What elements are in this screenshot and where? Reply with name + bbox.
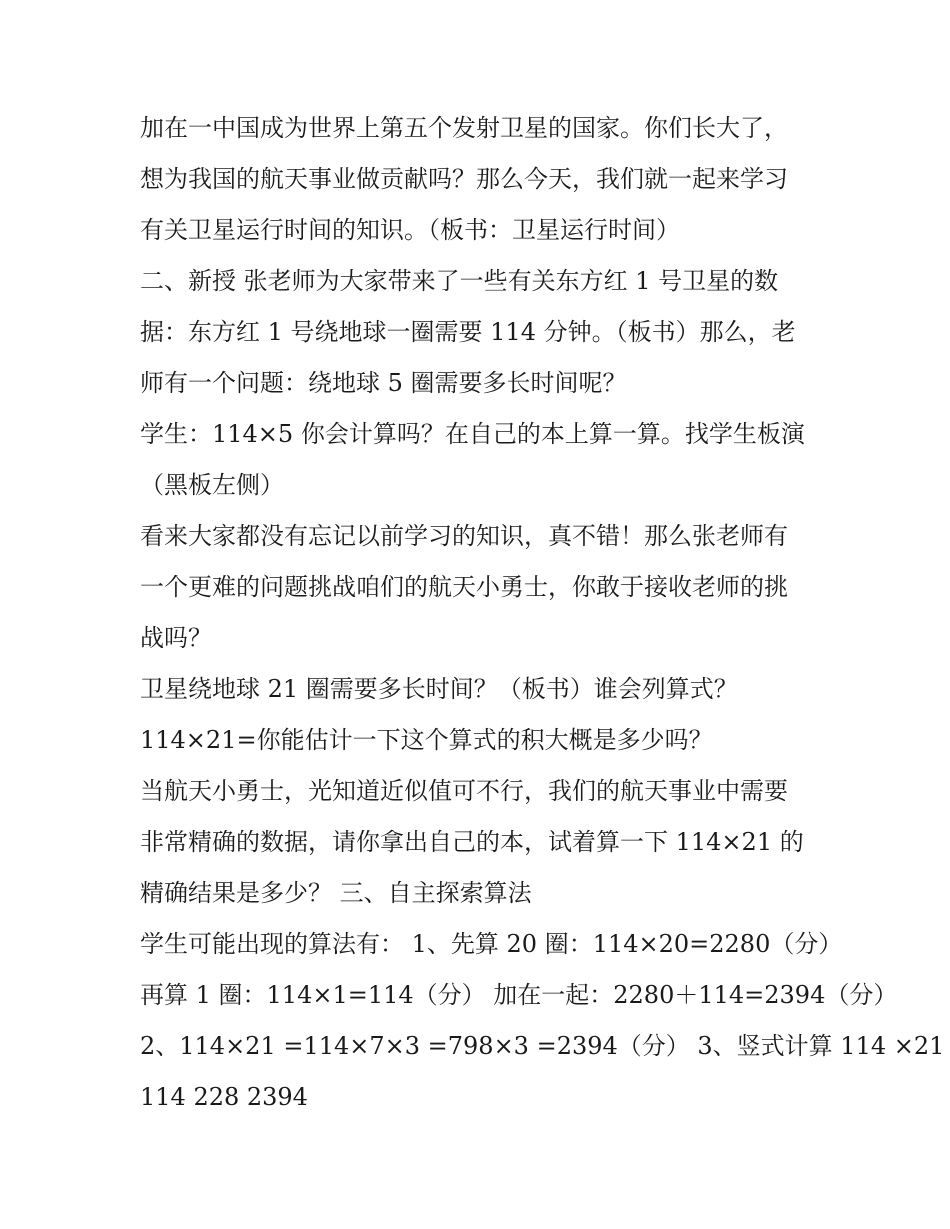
text-line-6: 师有一个问题：绕地球 5 圈需要多长时间呢？ [140,369,627,397]
text-line-1: 加在一中国成为世界上第五个发射卫星的国家。你们长大了， [140,114,788,142]
text-line-9: 看来大家都没有忘记以前学习的知识，真不错！那么张老师有 [140,522,788,550]
text-line-15: 非常精确的数据，请你拿出自己的本，试着算一下 114×21 的 [140,828,804,856]
text-line-14: 当航天小勇士，光知道近似值可不行，我们的航天事业中需要 [140,777,788,805]
text-line-4: 二、新授 张老师为大家带来了一些有关东方红 1 号卫星的数 [140,267,779,295]
text-line-11: 战吗？ [140,624,212,652]
text-line-3: 有关卫星运行时间的知识。（板书：卫星运行时间） [140,216,680,244]
text-line-19: 2、114×21 =114×7×3 =798×3 =2394（分） 3、竖式计算 114 ×21 [140,1032,945,1060]
text-line-10: 一个更难的问题挑战咱们的航天小勇士，你敢于接收老师的挑 [140,573,788,601]
text-line-20: 114 228 2394 [140,1083,308,1111]
document-body [140,103,945,1123]
text-line-16: 精确结果是多少？ 三、自主探索算法 [140,879,532,907]
text-line-5: 据：东方红 1 号绕地球一圈需要 114 分钟。（板书）那么，老 [140,318,796,346]
text-line-18: 再算 1 圈：114×1=114（分） 加在一起：2280＋114=2394（分） [140,981,898,1009]
text-line-17: 学生可能出现的算法有： 1、先算 20 圈：114×20=2280（分） [140,930,843,958]
text-line-7: 学生：114×5 你会计算吗？在自己的本上算一算。找学生板演 [140,420,805,448]
text-line-2: 想为我国的航天事业做贡献吗？那么今天，我们就一起来学习 [140,165,788,193]
text-line-8: （黑板左侧） [140,471,284,499]
text-line-13: 114×21=你能估计一下这个算式的积大概是多少吗？ [140,726,713,754]
text-line-12: 卫星绕地球 21 圈需要多长时间？（板书）谁会列算式？ [140,675,738,703]
